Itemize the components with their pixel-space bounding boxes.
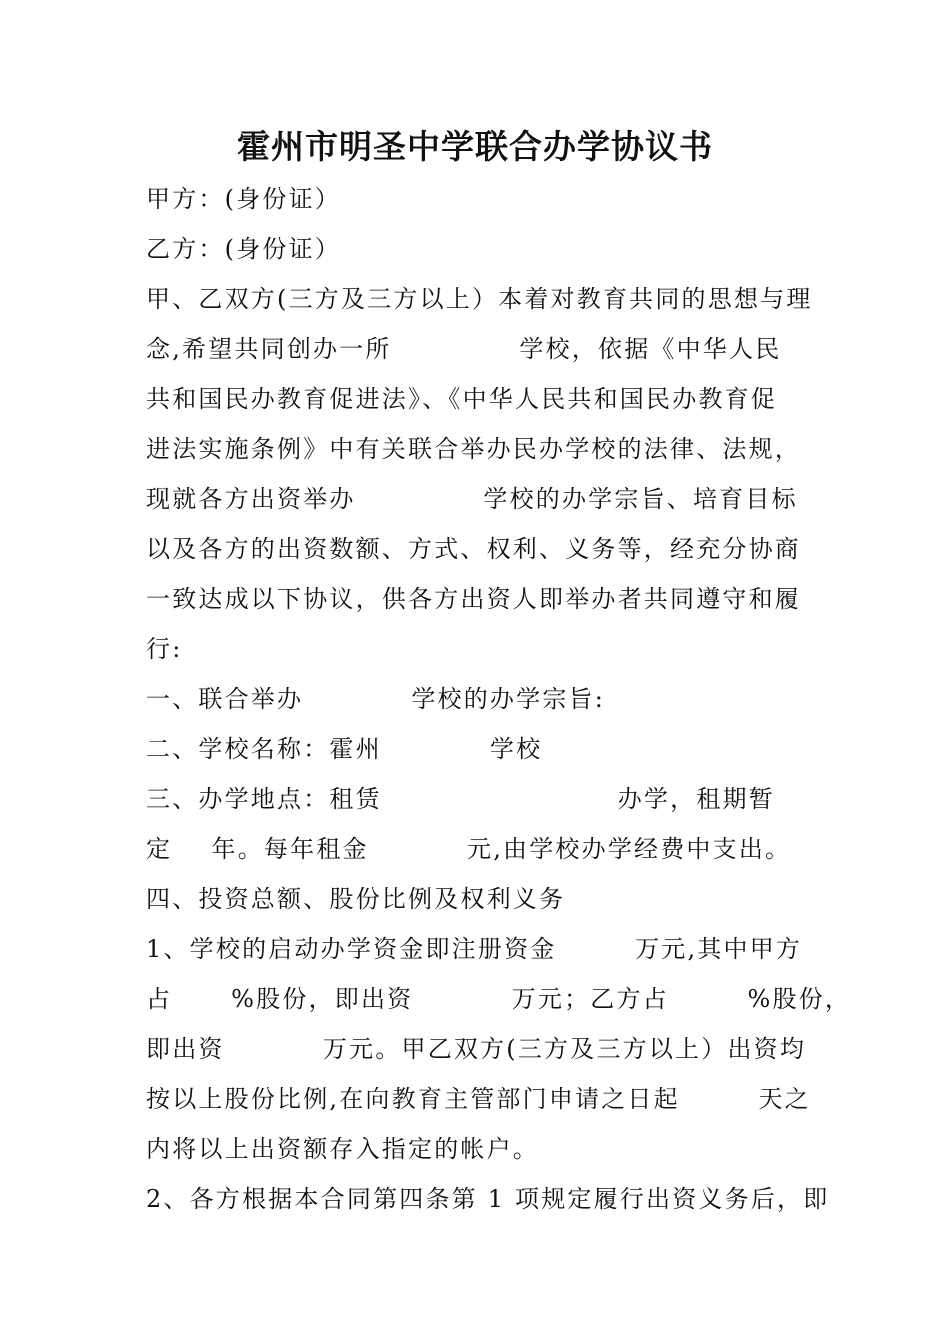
paragraph-line: 定 年。每年租金 元,由学校办学经费中支出。: [146, 835, 792, 863]
paragraph-line: 甲、乙双方(三方及三方以上）本着对教育共同的思想与理: [146, 285, 813, 313]
paragraph-line: 一致达成以下协议，供各方出资人即举办者共同遵守和履: [146, 585, 801, 613]
paragraph-line: 即出资 万元。甲乙双方(三方及三方以上）出资均: [146, 1035, 807, 1063]
section-heading-1: 一、联合举办 学校的办学宗旨:: [146, 685, 606, 713]
party-a-line: 甲方：(身份证）: [146, 185, 341, 213]
paragraph-line: 现就各方出资举办 学校的办学宗旨、培育目标: [146, 485, 798, 513]
paragraph-line: 按以上股份比例,在向教育主管部门申请之日起 天之: [146, 1085, 811, 1113]
party-b-line: 乙方：(身份证）: [146, 235, 341, 263]
section-heading-2: 二、学校名称：霍州 学校: [146, 735, 543, 763]
paragraph-line: 行:: [146, 635, 183, 663]
section-heading-3: 三、办学地点：租赁 办学，租期暂: [146, 785, 775, 813]
paragraph-line: 占 %股份，即出资 万元；乙方占 %股份，: [146, 985, 852, 1013]
document-title: 霍州市明圣中学联合办学协议书: [237, 127, 713, 166]
paragraph-line: 念,希望共同创办一所 学校，依据《中华人民: [146, 335, 782, 363]
clause-2-line: 2、各方根据本合同第四条第 1 项规定履行出资义务后，即: [146, 1185, 830, 1213]
paragraph-line: 进法实施条例》中有关联合举办民办学校的法律、法规，: [146, 435, 801, 463]
paragraph-line: 共和国民办教育促进法》、《中华人民共和国民办教育促: [146, 385, 777, 413]
paragraph-line: 以及各方的出资数额、方式、权利、义务等，经充分协商: [146, 535, 801, 563]
clause-1-line: 1、学校的启动办学资金即注册资金 万元,其中甲方: [146, 935, 803, 963]
paragraph-line: 内将以上出资额存入指定的帐户。: [146, 1135, 539, 1163]
section-heading-4: 四、投资总额、股份比例及权利义务: [146, 885, 566, 913]
